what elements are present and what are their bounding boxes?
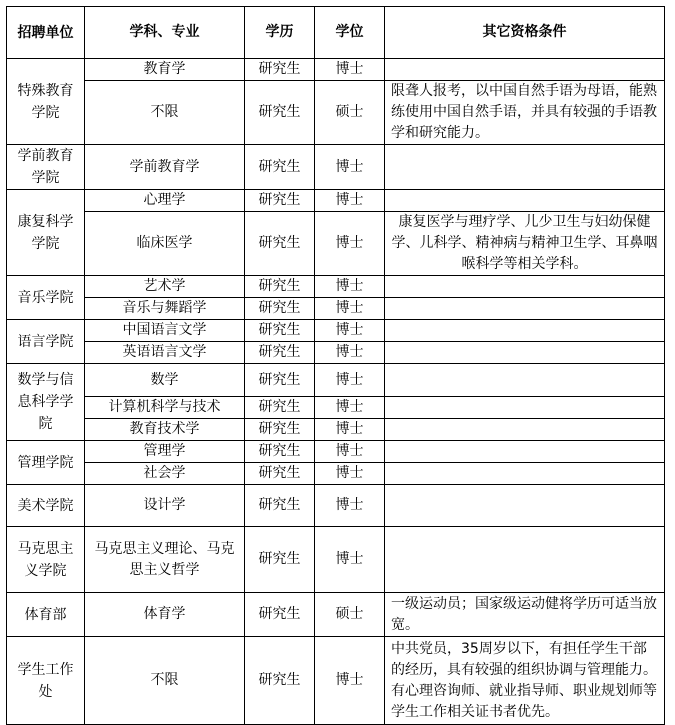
major-cell: 管理学 [85,441,245,463]
header-degree: 学位 [315,7,385,59]
unit-cell: 音乐学院 [7,276,85,320]
degree-cell: 博士 [315,463,385,485]
degree-cell: 博士 [315,637,385,725]
unit-cell: 体育部 [7,593,85,637]
education-cell: 研究生 [245,190,315,212]
education-cell: 研究生 [245,212,315,276]
unit-cell: 数学与信息科学学院 [7,364,85,441]
other-requirements-cell [385,276,665,298]
table-row [7,212,665,276]
education-cell: 研究生 [245,419,315,441]
table-row [7,593,665,637]
degree-cell: 博士 [315,397,385,419]
degree-cell: 博士 [315,298,385,320]
unit-cell: 学生工作处 [7,637,85,725]
major-cell: 体育学 [85,593,245,637]
education-cell: 研究生 [245,59,315,81]
education-cell: 研究生 [245,441,315,463]
degree-cell: 博士 [315,59,385,81]
other-requirements-cell [385,190,665,212]
other-requirements-cell [385,145,665,190]
degree-cell: 硕士 [315,81,385,145]
education-cell: 研究生 [245,397,315,419]
table-row [7,485,665,527]
header-other-requirements: 其它资格条件 [385,7,665,59]
degree-cell: 博士 [315,364,385,397]
unit-cell: 康复科学学院 [7,190,85,276]
degree-cell: 博士 [315,419,385,441]
other-requirements-cell [385,397,665,419]
header-row [7,7,665,59]
education-cell: 研究生 [245,276,315,298]
table-row [7,637,665,725]
table-row [7,81,665,145]
degree-cell: 博士 [315,190,385,212]
degree-cell: 博士 [315,320,385,342]
unit-cell: 管理学院 [7,441,85,485]
other-requirements-cell [385,364,665,397]
education-cell: 研究生 [245,463,315,485]
major-cell: 教育技术学 [85,419,245,441]
table-row [7,298,665,320]
other-requirements-cell [385,485,665,527]
other-requirements-cell: 限聋人报考，以中国自然手语为母语，能熟练使用中国自然手语，并具有较强的手语教学和研究能力。 [385,81,665,145]
other-requirements-cell [385,441,665,463]
table-row [7,463,665,485]
education-cell: 研究生 [245,527,315,593]
table-row [7,364,665,397]
other-requirements-cell: 中共党员，35周岁以下，有担任学生干部的经历，具有较强的组织协调与管理能力。有心理咨询师、就业指导师、职业规划师等学生工作相关证书者优先。 [385,637,665,725]
recruitment-table [6,6,665,725]
major-cell: 心理学 [85,190,245,212]
table-row [7,59,665,81]
header-unit: 招聘单位 [7,7,85,59]
table-row [7,276,665,298]
major-cell: 中国语言文学 [85,320,245,342]
education-cell: 研究生 [245,485,315,527]
major-cell: 不限 [85,637,245,725]
other-requirements-cell [385,298,665,320]
table-row [7,527,665,593]
major-cell: 艺术学 [85,276,245,298]
education-cell: 研究生 [245,593,315,637]
unit-cell: 美术学院 [7,485,85,527]
other-requirements-cell: 康复医学与理疗学、儿少卫生与妇幼保健学、儿科学、精神病与精神卫生学、耳鼻咽喉科学等相关学科。 [385,212,665,276]
table-row [7,441,665,463]
education-cell: 研究生 [245,81,315,145]
other-requirements-cell [385,419,665,441]
major-cell: 不限 [85,81,245,145]
header-education: 学历 [245,7,315,59]
education-cell: 研究生 [245,145,315,190]
unit-cell: 马克思主义学院 [7,527,85,593]
degree-cell: 博士 [315,485,385,527]
major-cell: 设计学 [85,485,245,527]
unit-cell: 特殊教育学院 [7,59,85,145]
education-cell: 研究生 [245,320,315,342]
major-cell: 临床医学 [85,212,245,276]
table-row [7,320,665,342]
table-row [7,342,665,364]
unit-cell: 语言学院 [7,320,85,364]
major-cell: 英语语言文学 [85,342,245,364]
major-cell: 教育学 [85,59,245,81]
table-row [7,397,665,419]
education-cell: 研究生 [245,298,315,320]
education-cell: 研究生 [245,342,315,364]
major-cell: 社会学 [85,463,245,485]
education-cell: 研究生 [245,364,315,397]
degree-cell: 博士 [315,145,385,190]
degree-cell: 博士 [315,527,385,593]
degree-cell: 博士 [315,276,385,298]
other-requirements-cell [385,320,665,342]
major-cell: 计算机科学与技术 [85,397,245,419]
unit-cell: 学前教育学院 [7,145,85,190]
major-cell: 学前教育学 [85,145,245,190]
degree-cell: 博士 [315,441,385,463]
table-row [7,190,665,212]
degree-cell: 博士 [315,212,385,276]
major-cell: 音乐与舞蹈学 [85,298,245,320]
major-cell: 马克思主义理论、马克思主义哲学 [85,527,245,593]
table-row [7,419,665,441]
other-requirements-cell [385,463,665,485]
degree-cell: 硕士 [315,593,385,637]
other-requirements-cell [385,527,665,593]
other-requirements-cell [385,59,665,81]
other-requirements-cell: 一级运动员；国家级运动健将学历可适当放宽。 [385,593,665,637]
major-cell: 数学 [85,364,245,397]
education-cell: 研究生 [245,637,315,725]
degree-cell: 博士 [315,342,385,364]
other-requirements-cell [385,342,665,364]
header-major: 学科、专业 [85,7,245,59]
table-row [7,145,665,190]
